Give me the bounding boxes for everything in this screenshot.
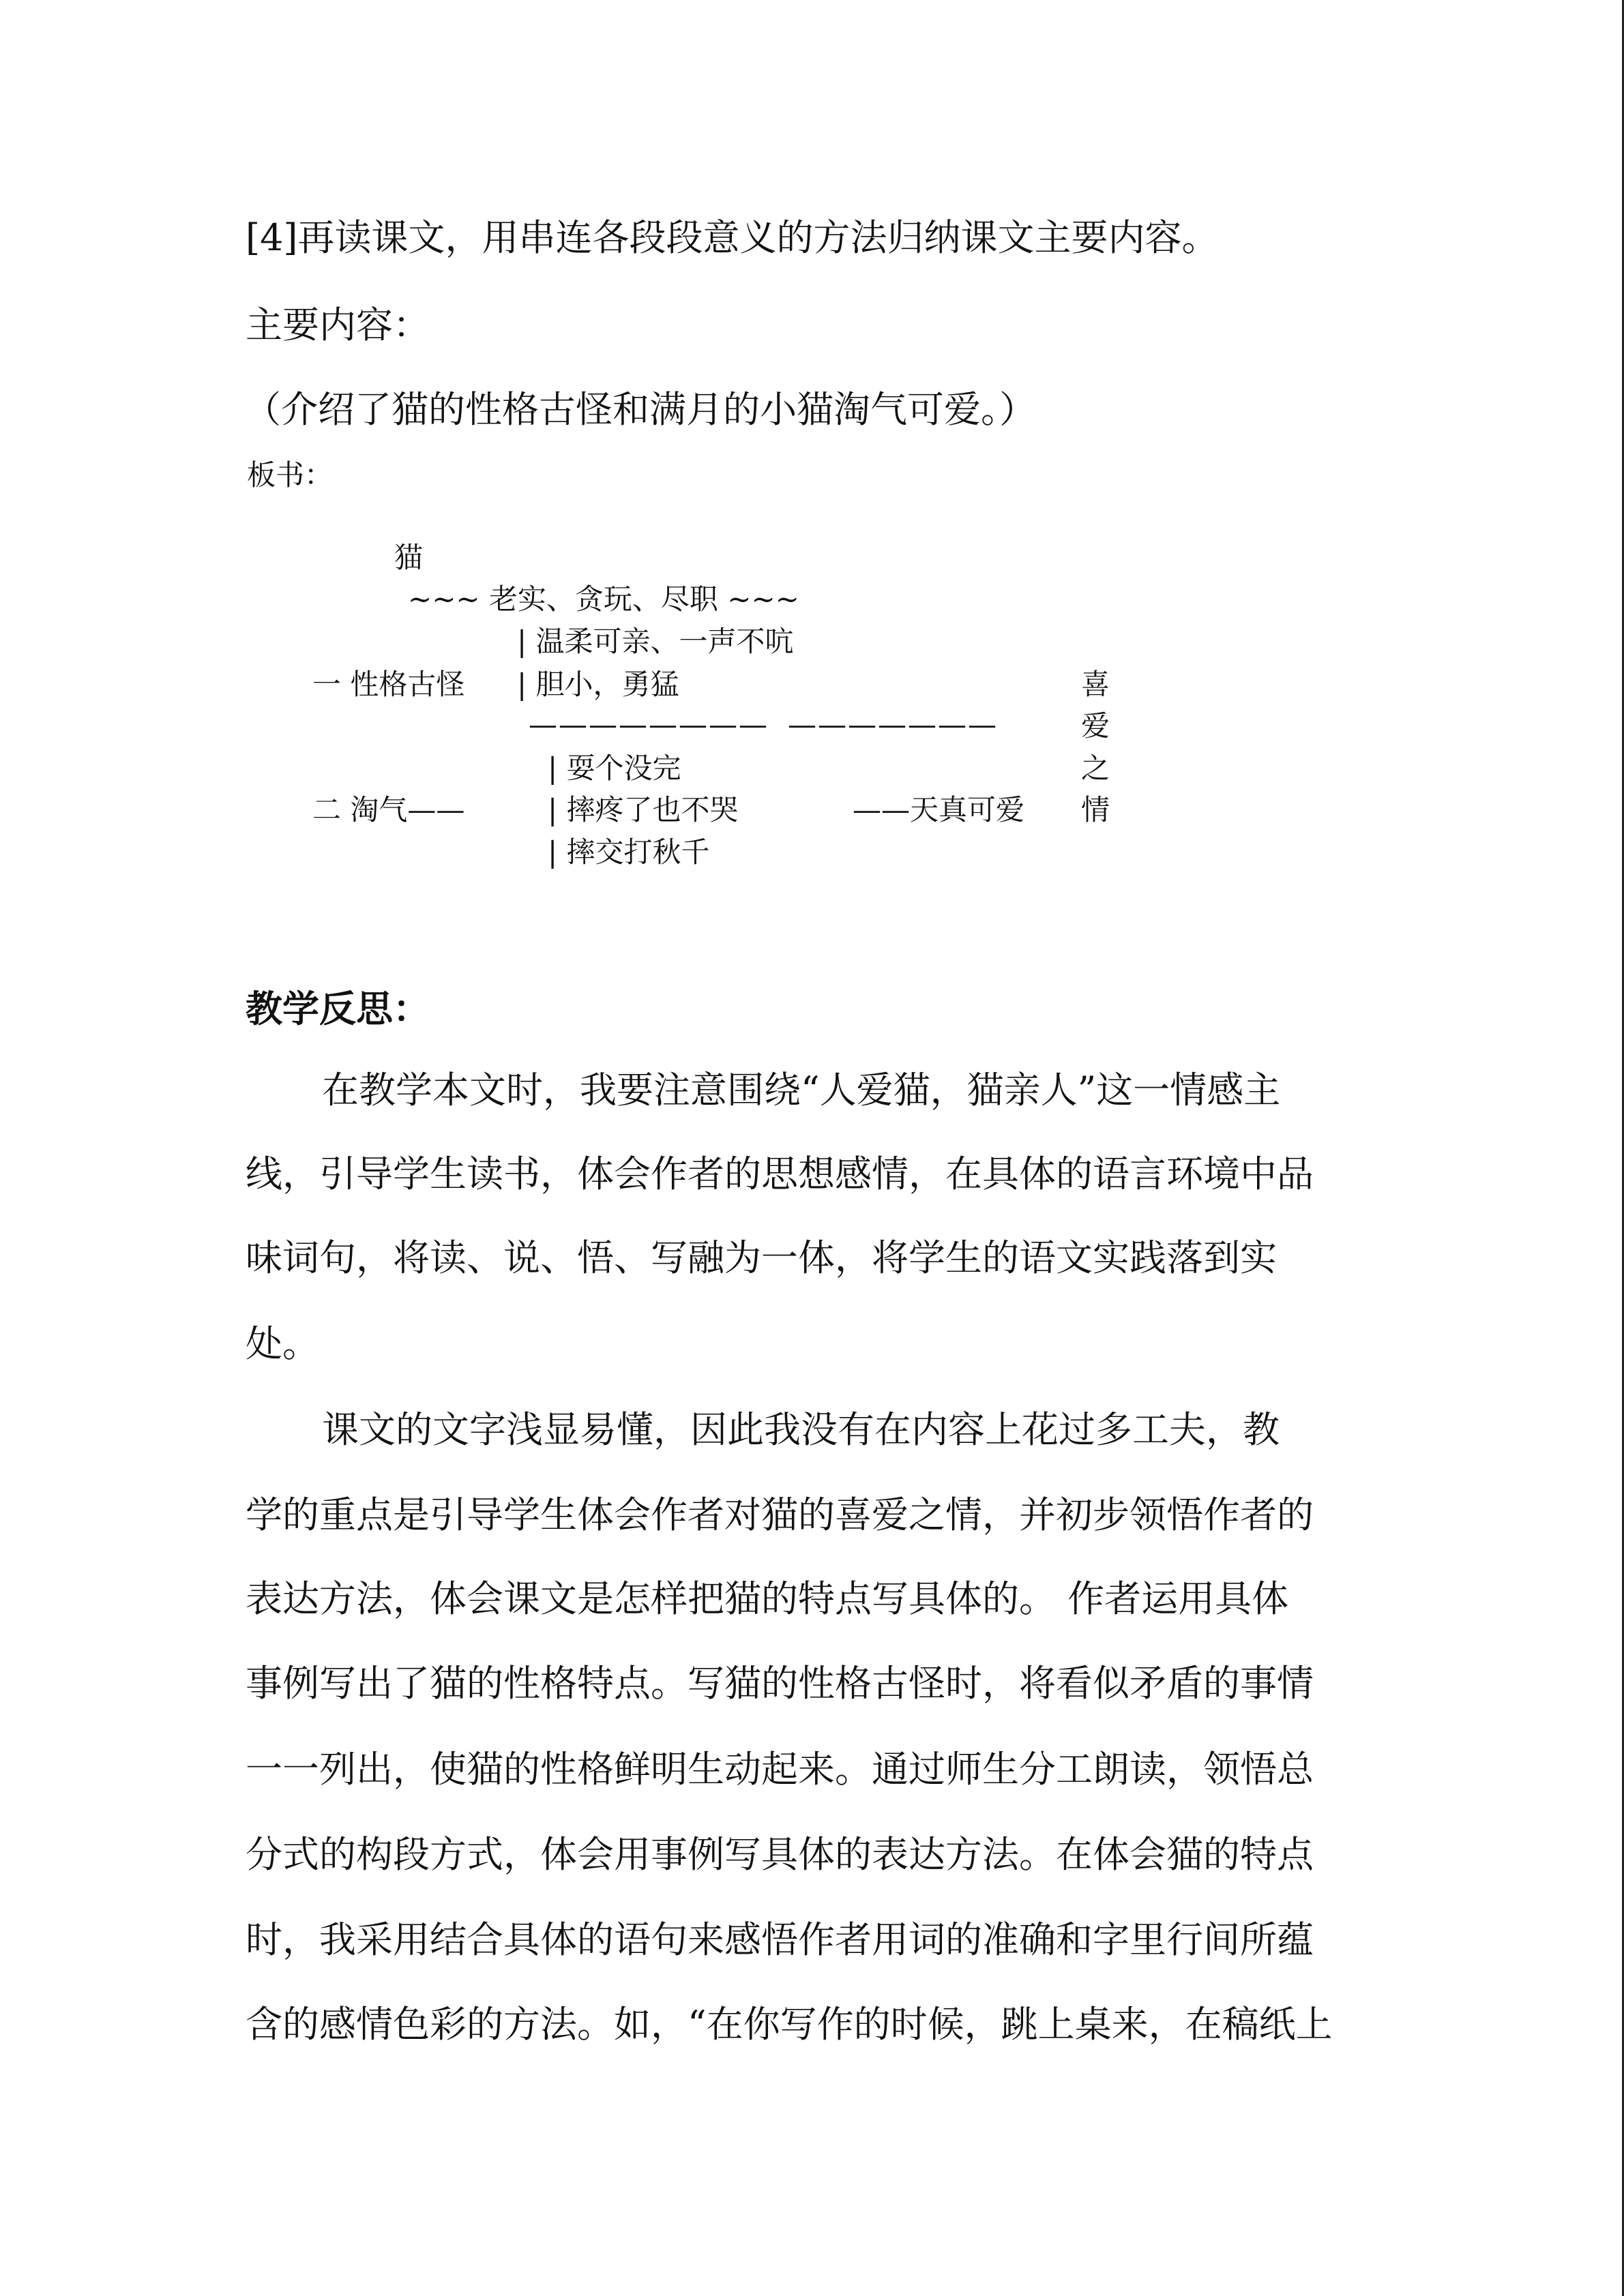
- board-vertical-char-1: 喜: [1081, 668, 1110, 701]
- board-swing-row: | 摔交打秋千: [548, 835, 710, 869]
- board-vertical-char-4: 情: [1081, 793, 1110, 826]
- step4-text: [4]再读课文，用串连各段段意义的方法归纳课文主要内容。: [246, 216, 1219, 259]
- board-divider-left: ————————: [529, 708, 769, 741]
- reflection-line-5: 课文的文字浅显易懂，因此我没有在内容上花过多工夫，教: [322, 1408, 1280, 1451]
- reflection-line-8: 事例写出了猫的性格特点。写猫的性格古怪时，将看似矛盾的事情: [246, 1662, 1314, 1705]
- reflection-line-12: 含的感情色彩的方法。如，“在你写作的时候，跳上桌来，在稿纸上: [246, 2003, 1333, 2046]
- reflection-line-1: 在教学本文时，我要注意围绕“人爱猫，猫亲人”这一情感主: [322, 1069, 1281, 1112]
- board-traits-row: ~~~ 老实、贪玩、尽职 ~~~: [408, 582, 799, 616]
- reflection-line-11: 时，我采用结合具体的语句来感悟作者用词的准确和字里行间所蕴: [246, 1918, 1314, 1961]
- board-vertical-char-3: 之: [1081, 751, 1110, 785]
- board-title: 猫: [394, 541, 424, 574]
- board-label: 板书：: [247, 458, 334, 492]
- main-content-text: （介绍了猫的性格古怪和满月的小猫淘气可爱。）: [244, 388, 1036, 431]
- board-fall-row: | 摔疼了也不哭: [548, 793, 739, 826]
- reflection-line-10: 分式的构段方式，体会用事例写具体的表达方法。在体会猫的特点: [246, 1833, 1314, 1876]
- reflection-line-4: 处。: [246, 1322, 319, 1365]
- board-section1-item: | 胆小，勇猛: [517, 668, 679, 701]
- reflection-line-3: 味词句，将读、说、悟、写融为一体，将学生的语文实践落到实: [246, 1236, 1277, 1279]
- reflection-line-9: 一一列出，使猫的性格鲜明生动起来。通过师生分工朗读，领悟总: [246, 1748, 1314, 1791]
- board-section2-label: 二 淘气——: [312, 793, 465, 826]
- reflection-heading: 教学反思：: [246, 987, 430, 1030]
- reflection-line-6: 学的重点是引导学生体会作者对猫的喜爱之情，并初步领悟作者的: [246, 1493, 1314, 1536]
- board-divider-right: ———————: [788, 708, 998, 741]
- board-vertical-char-2: 爱: [1081, 709, 1110, 743]
- board-play-row: | 耍个没完: [548, 751, 681, 785]
- board-section1-label: 一 性格古怪: [312, 668, 465, 701]
- reflection-line-7: 表达方法，体会课文是怎样把猫的特点写具体的。 作者运用具体: [246, 1577, 1289, 1620]
- board-gentle-row: | 温柔可亲、一声不吭: [517, 625, 794, 658]
- reflection-line-2: 线，引导学生读书，体会作者的思想感情，在具体的语言环境中品: [246, 1152, 1314, 1195]
- main-content-label: 主要内容：: [246, 303, 430, 346]
- board-summary: ——天真可爱: [853, 793, 1025, 826]
